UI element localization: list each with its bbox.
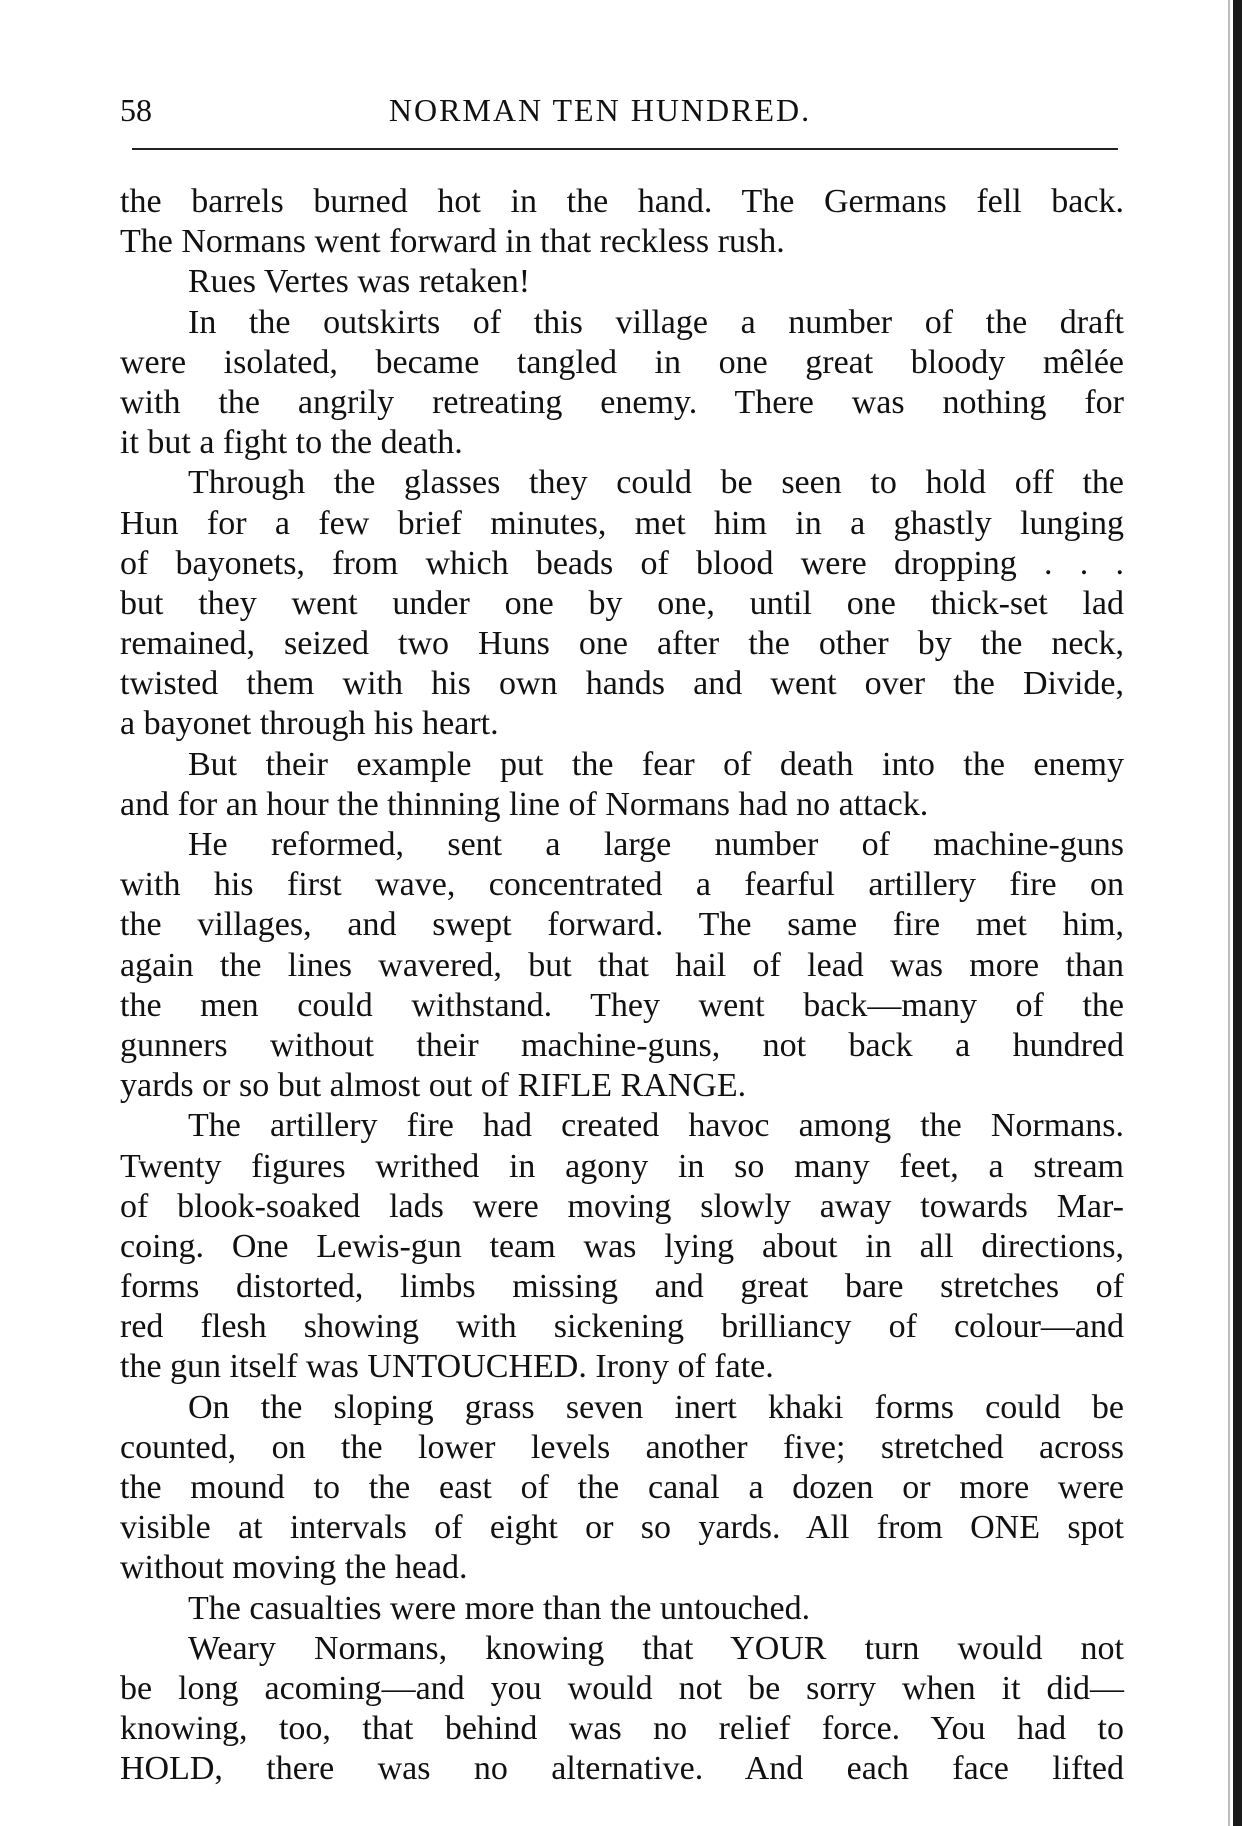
text-line: the men could withstand. They went back—many of the [120, 986, 1124, 1024]
text-line: the barrels burned hot in the hand. The Germans fell back. [120, 183, 1124, 220]
text-line: Rues Vertes was retaken! [188, 263, 531, 301]
text-line: Through the glasses they could be seen to hold off the [188, 464, 1124, 502]
body-text [120, 182, 1124, 1790]
text-line: the villages, and swept forward. The same fire met him, [120, 906, 1124, 944]
text-line: forms distorted, limbs missing and great bare stretches of [120, 1268, 1124, 1306]
text-line: were isolated, became tangled in one great bloody mêlée [120, 343, 1124, 381]
text-line: counted, on the lower levels another five; stretched across [120, 1428, 1124, 1466]
text-line: But their example put the fear of death into the enemy [188, 745, 1124, 783]
text-line: coing. One Lewis-gun team was lying about in all directions, [120, 1227, 1124, 1265]
text-line: The artillery fire had created havoc among the Normans. [188, 1107, 1124, 1145]
text-line: with the angrily retreating enemy. There was nothing for [120, 383, 1124, 421]
text-line: red flesh showing with sickening brilliancy of colour—and [120, 1308, 1124, 1346]
text-line: The Normans went forward in that reckless rush. [120, 223, 785, 261]
header-rule [132, 148, 1118, 150]
text-line: a bayonet through his heart. [120, 705, 499, 743]
text-line: yards or so but almost out of RIFLE RANGE. [120, 1067, 747, 1105]
text-line: the mound to the east of the canal a dozen or more were [120, 1469, 1124, 1506]
text-line: and for an hour the thinning line of Normans had no attack. [120, 785, 929, 823]
text-line: be long acoming—and you would not be sorry when it did— [120, 1669, 1124, 1707]
page-edge-shadow [1228, 0, 1230, 1826]
text-line: The casualties were more than the untouched. [188, 1589, 811, 1627]
text-line: the gun itself was UNTOUCHED. Irony of fate. [120, 1348, 774, 1386]
text-line: remained, seized two Huns one after the other by the neck, [120, 625, 1124, 663]
text-line: HOLD, there was no alternative. And each face lifted [120, 1750, 1124, 1788]
text-line: but they went under one by one, until one thick-set lad [120, 584, 1124, 622]
text-line: without moving the head. [120, 1549, 468, 1587]
text-line: Hun for a few brief minutes, met him in a ghastly lunging [120, 504, 1124, 542]
text-line: knowing, too, that behind was no relief force. You had to [120, 1710, 1124, 1748]
page-number: 58 [120, 92, 152, 128]
text-line: twisted them with his own hands and went over the Divide, [120, 665, 1124, 703]
scan-border [1233, 0, 1242, 1826]
text-line: of bayonets, from which beads of blood were dropping . . . [120, 544, 1124, 582]
text-line: Twenty figures writhed in agony in so many feet, a stream [120, 1147, 1124, 1185]
text-line: it but a fight to the death. [120, 424, 463, 462]
text-line: visible at intervals of eight or so yards. All from ONE spot [120, 1509, 1124, 1547]
text-line: gunners without their machine-guns, not back a hundred [120, 1026, 1124, 1064]
text-line: In the outskirts of this village a number of the draft [188, 303, 1124, 341]
text-line: He reformed, sent a large number of machine-guns [188, 826, 1124, 863]
text-line: with his first wave, concentrated a fearful artillery fire on [120, 866, 1124, 904]
text-line: On the sloping grass seven inert khaki forms could be [188, 1388, 1124, 1426]
text-line: of blook-soaked lads were moving slowly away towards Mar- [120, 1187, 1124, 1225]
text-line: again the lines wavered, but that hail of lead was more than [120, 946, 1124, 984]
running-title: NORMAN TEN HUNDRED. [388, 92, 812, 128]
text-line: Weary Normans, knowing that YOUR turn would not [188, 1629, 1124, 1667]
